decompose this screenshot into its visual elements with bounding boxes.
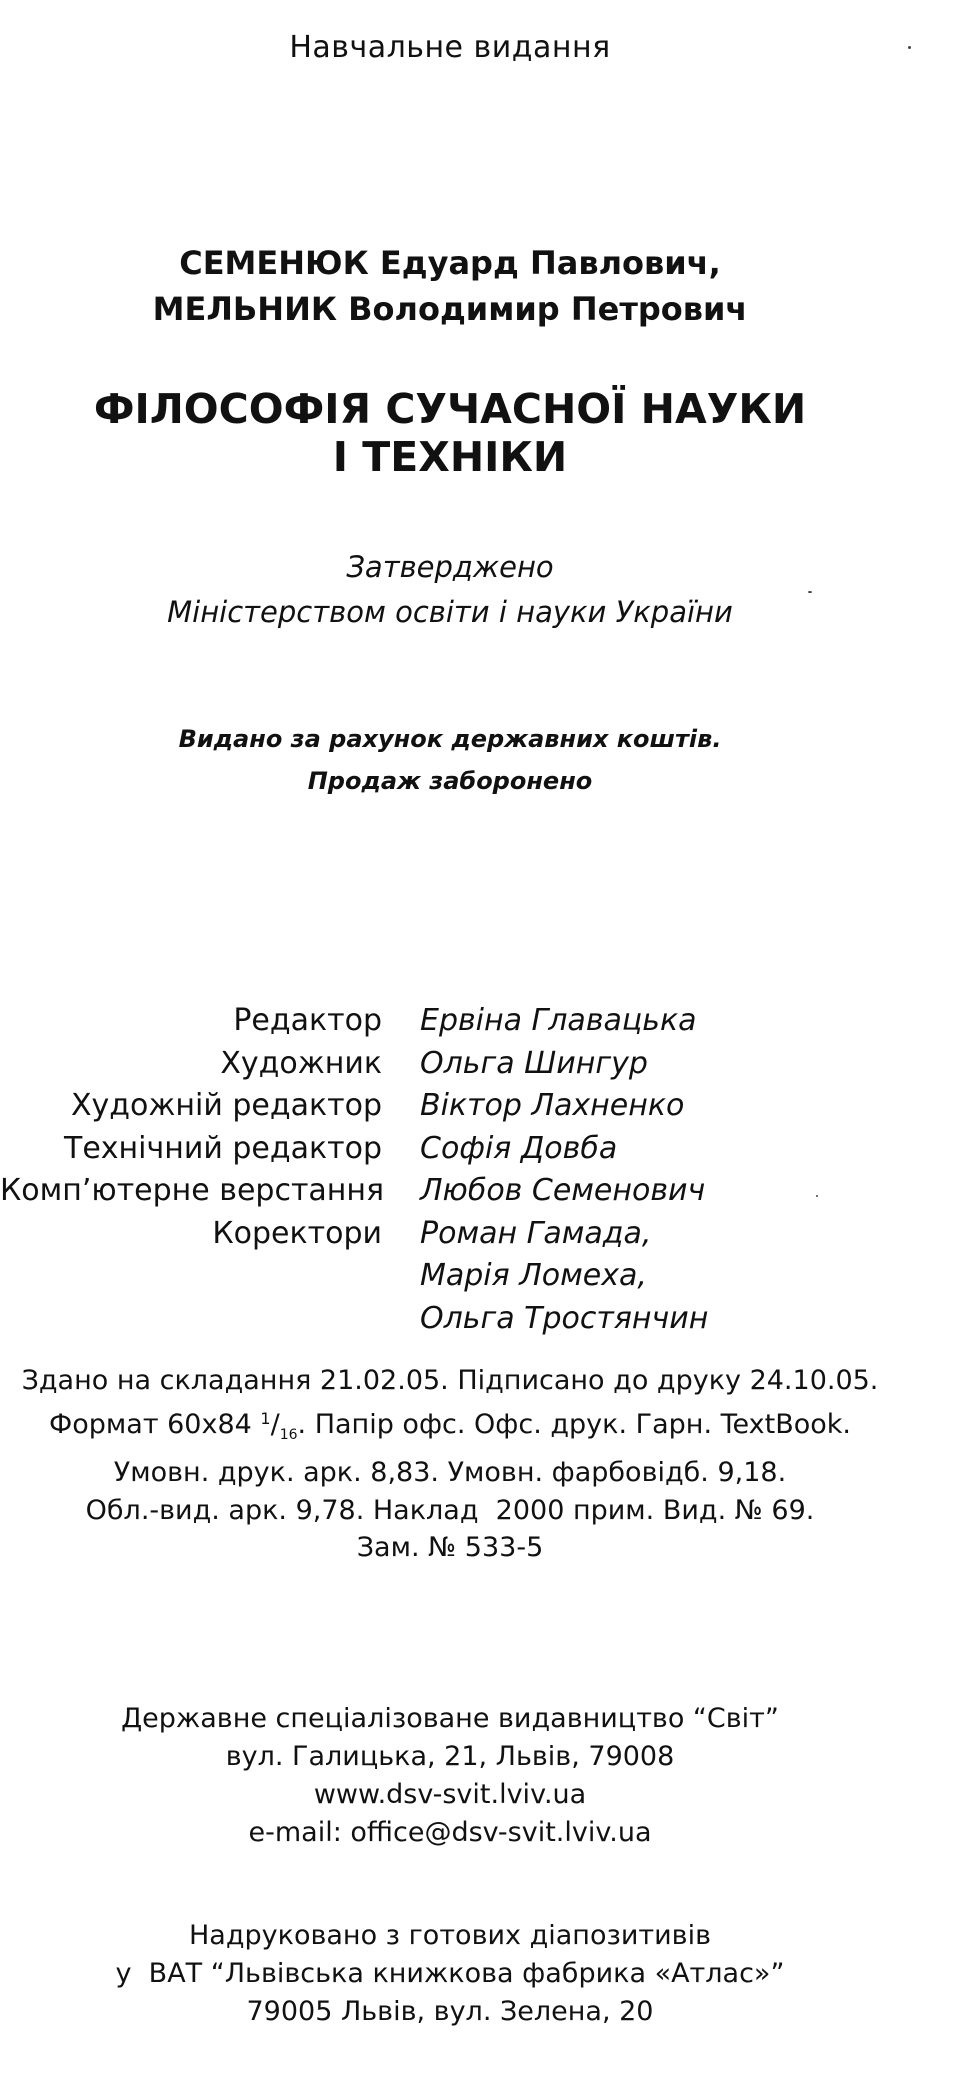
imprint-line: Умовн. друк. арк. 8,83. Умовн. фарбовідб. 9,18. (113, 1457, 787, 1488)
scan-speck (816, 1195, 818, 1197)
format-fraction-denominator: 16 (279, 1426, 298, 1443)
credit-role: Художній редактор (70, 1088, 382, 1123)
book-title (0, 385, 900, 481)
approval-line: Затверджено (346, 550, 554, 584)
credit-role: Комп’ютерне верстання (0, 1173, 385, 1208)
publisher-website: www.dsv-svit.lviv.ua (313, 1779, 587, 1810)
format-fraction-numerator: 1 (260, 1408, 271, 1428)
scan-speck (908, 46, 911, 49)
credit-name: Любов Семенович (420, 1173, 706, 1208)
credit-name: Ольга Тростянчин (420, 1300, 709, 1336)
credit-role: Художник (220, 1045, 382, 1081)
funding-notice (0, 718, 900, 802)
author-line: СЕМЕНЮК Едуард Павлович, (179, 244, 721, 282)
credit-names (420, 1085, 684, 1128)
credit-name: Віктор Лахненко (420, 1088, 685, 1123)
imprint-format-line (0, 1400, 900, 1455)
credit-name: Ольга Шингур (420, 1045, 648, 1081)
funding-line: Продаж заборонено (307, 767, 593, 795)
publisher-block (0, 1700, 900, 1852)
format-suffix: . Папір офс. Офс. друк. Гарн. TextBook. (297, 1408, 851, 1440)
credit-name: Роман Гамада, (420, 1215, 652, 1251)
printer-line: 79005 Львів, вул. Зелена, 20 (246, 1996, 654, 2027)
approval-line: Міністерством освіти і науки України (167, 595, 733, 629)
scan-speck (808, 591, 812, 593)
credit-name: Ервіна Главацька (420, 1003, 697, 1038)
author-line: МЕЛЬНИК Володимир Петрович (152, 290, 748, 328)
imprint-line: Зам. № 533-5 (356, 1532, 544, 1563)
printer-line: у ВАТ “Львівська книжкова фабрика «Атлас»” (115, 1958, 785, 1989)
funding-line: Видано за рахунок державних коштів. (178, 725, 722, 753)
credit-role: Коректори (212, 1215, 382, 1251)
credit-row (0, 1000, 900, 1043)
credit-role: Технічний редактор (64, 1130, 382, 1166)
imprint-line: Здано на складання 21.02.05. Підписано до друку 24.10.05. (21, 1365, 879, 1396)
credit-row (0, 1213, 900, 1341)
title-line: ФІЛОСОФІЯ СУЧАСНОЇ НАУКИ (93, 385, 807, 433)
title-line: І ТЕХНІКИ (332, 433, 568, 481)
credit-names (420, 1213, 708, 1341)
credit-row (0, 1170, 900, 1213)
credit-names (420, 1000, 697, 1043)
credits-block (0, 1000, 900, 1340)
credit-row (0, 1128, 900, 1171)
credit-names (420, 1128, 617, 1171)
printer-line: Надруковано з готових діапозитивів (189, 1920, 711, 1951)
imprint-line: Обл.-вид. арк. 9,78. Наклад 2000 прим. Вид. № 69. (85, 1494, 815, 1526)
credit-names (420, 1170, 705, 1213)
credit-name: Марія Ломеха, (420, 1258, 647, 1293)
credit-role: Редактор (233, 1003, 382, 1038)
credit-row (0, 1085, 900, 1128)
publisher-address: вул. Галицька, 21, Львів, 79008 (225, 1741, 675, 1772)
credit-names (420, 1043, 648, 1086)
imprint-block (0, 1362, 900, 1567)
printer-block (0, 1917, 900, 2031)
format-prefix: Формат 60x84 (49, 1408, 261, 1440)
authors-block (0, 240, 900, 332)
publisher-name: Державне спеціалізоване видавництво “Світ” (121, 1703, 779, 1734)
format-fraction-slash: / (270, 1408, 280, 1440)
credit-name: Софія Довба (420, 1130, 618, 1166)
approval-block (0, 545, 900, 635)
publisher-email: e-mail: office@dsv-svit.lviv.ua (248, 1817, 652, 1848)
credit-row (0, 1043, 900, 1086)
edition-type: Навчальне видання (289, 30, 611, 65)
